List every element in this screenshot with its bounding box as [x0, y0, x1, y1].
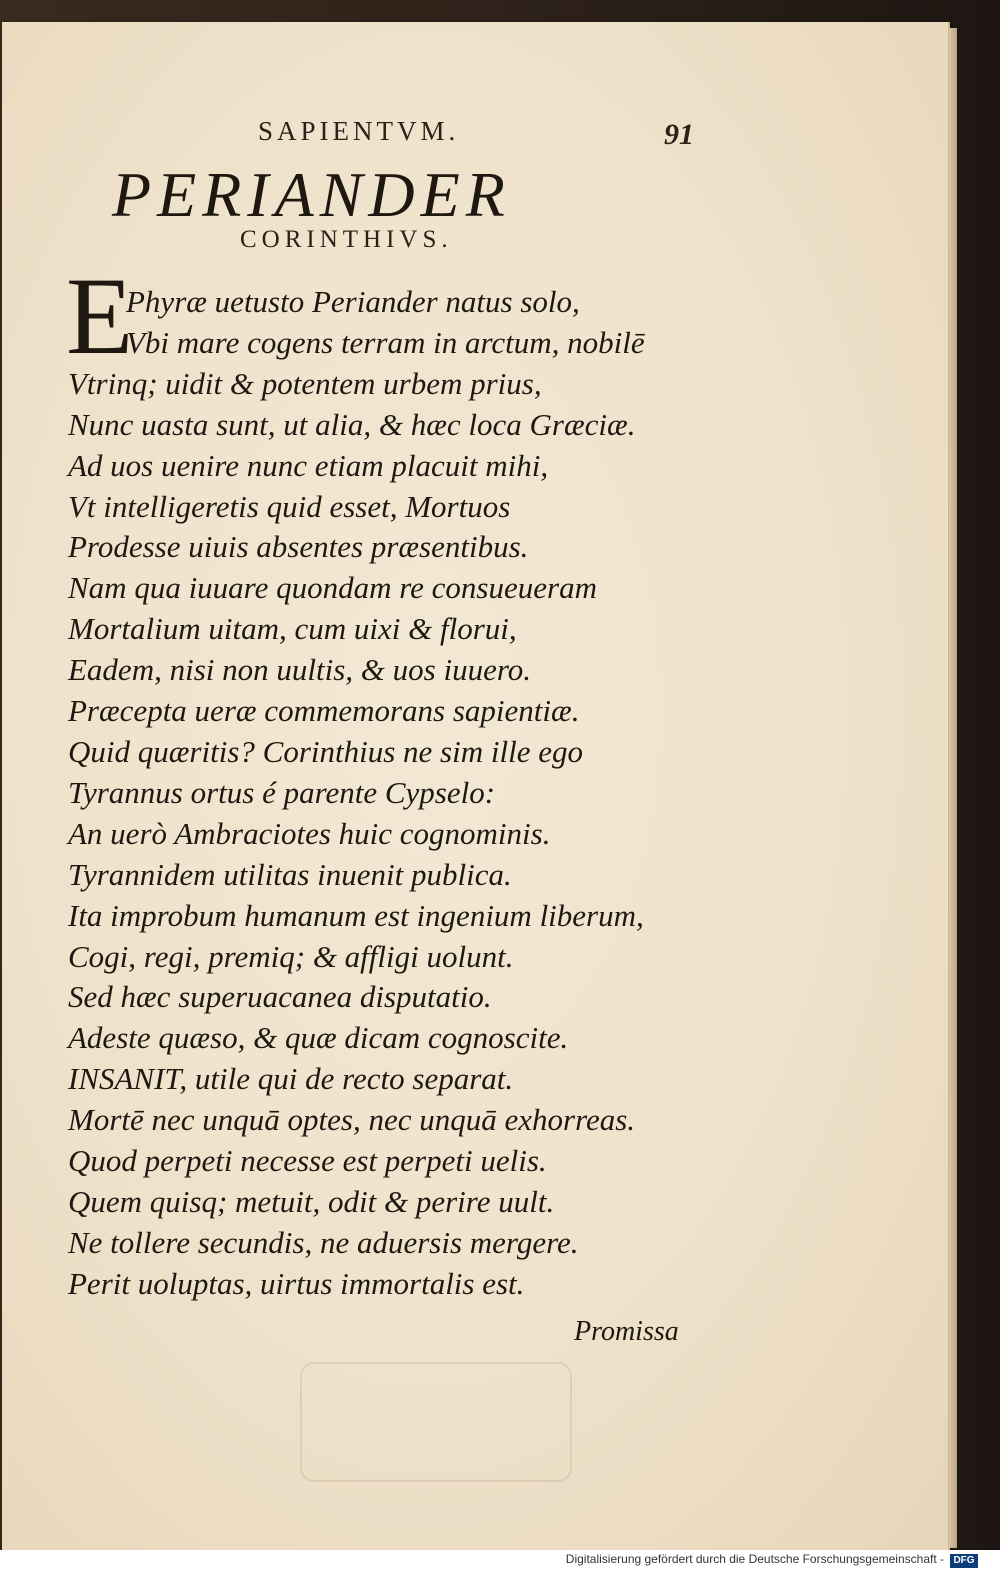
- verse-line: Eadem, nisi non uultis, & uos iuuero.: [68, 652, 531, 688]
- verse-line: Vbi mare cogens terram in arctum, nobilē: [126, 324, 645, 360]
- verse-line: Nunc uasta sunt, ut alia, & hæc loca Græciæ.: [68, 406, 636, 442]
- verse-line: Sed hæc superuacanea disputatio.: [68, 979, 492, 1015]
- page-subtitle: CORINTHIVS.: [240, 226, 453, 253]
- verse-line: Cogi, regi, premiq; & affligi uolunt.: [68, 938, 514, 974]
- dfg-logo: DFG: [950, 1554, 978, 1568]
- running-head: SAPIENTVM.: [258, 116, 460, 146]
- verse-line: Ita improbum humanum est ingenium liberum,: [68, 897, 644, 933]
- verse-line: Præcepta ueræ commemorans sapientiæ.: [68, 693, 580, 729]
- verse-line: Quem quisq; metuit, odit & perire uult.: [68, 1183, 555, 1219]
- verse-line: Prodesse uiuis absentes præsentibus.: [68, 529, 529, 565]
- verse-line: Vtrinq; uidit & potentem urbem prius,: [68, 365, 542, 401]
- page-number: 91: [664, 118, 694, 151]
- verse-line: An uerò Ambraciotes huic cognominis.: [68, 815, 551, 851]
- verse-line: Perit uoluptas, uirtus immortalis est.: [68, 1265, 525, 1301]
- catchword: Promissa: [574, 1316, 679, 1347]
- faded-library-stamp: [300, 1362, 572, 1482]
- verse-line: Nam qua iuuare quondam re consueueram: [68, 570, 597, 606]
- page-title: PERIANDER: [112, 159, 511, 230]
- verse-list: [68, 282, 728, 1305]
- verse-line: Tyrannidem utilitas inuenit publica.: [68, 856, 512, 892]
- verse-line: Quod perpeti necesse est perpeti uelis.: [68, 1143, 547, 1179]
- page-edge: [949, 28, 957, 1548]
- verse-line: Tyrannus ortus é parente Cypselo:: [68, 774, 496, 810]
- verse-line: Adeste quæso, & quæ dicam cognoscite.: [68, 1020, 569, 1056]
- funding-credit: Digitalisierung gefördert durch die Deutsche Forschungsgemeinschaft -: [565, 1552, 944, 1566]
- verse-line: Mortalium uitam, cum uixi & florui,: [68, 611, 517, 647]
- verse-line: Ad uos uenire nunc etiam placuit mihi,: [68, 447, 549, 483]
- verse-line: Phyræ uetusto Periander natus solo,: [126, 284, 580, 319]
- verse-line: INSANIT, utile qui de recto separat.: [68, 1061, 514, 1097]
- drop-cap: E: [66, 255, 134, 377]
- verse-line: Mortē nec unquā optes, nec unquā exhorreas.: [68, 1102, 636, 1138]
- verse-line: Ne tollere secundis, ne aduersis mergere.: [68, 1224, 579, 1260]
- verse-line: Quid quæritis? Corinthius ne sim ille ego: [68, 733, 583, 769]
- verse-line: Vt intelligeretis quid esset, Mortuos: [68, 488, 511, 524]
